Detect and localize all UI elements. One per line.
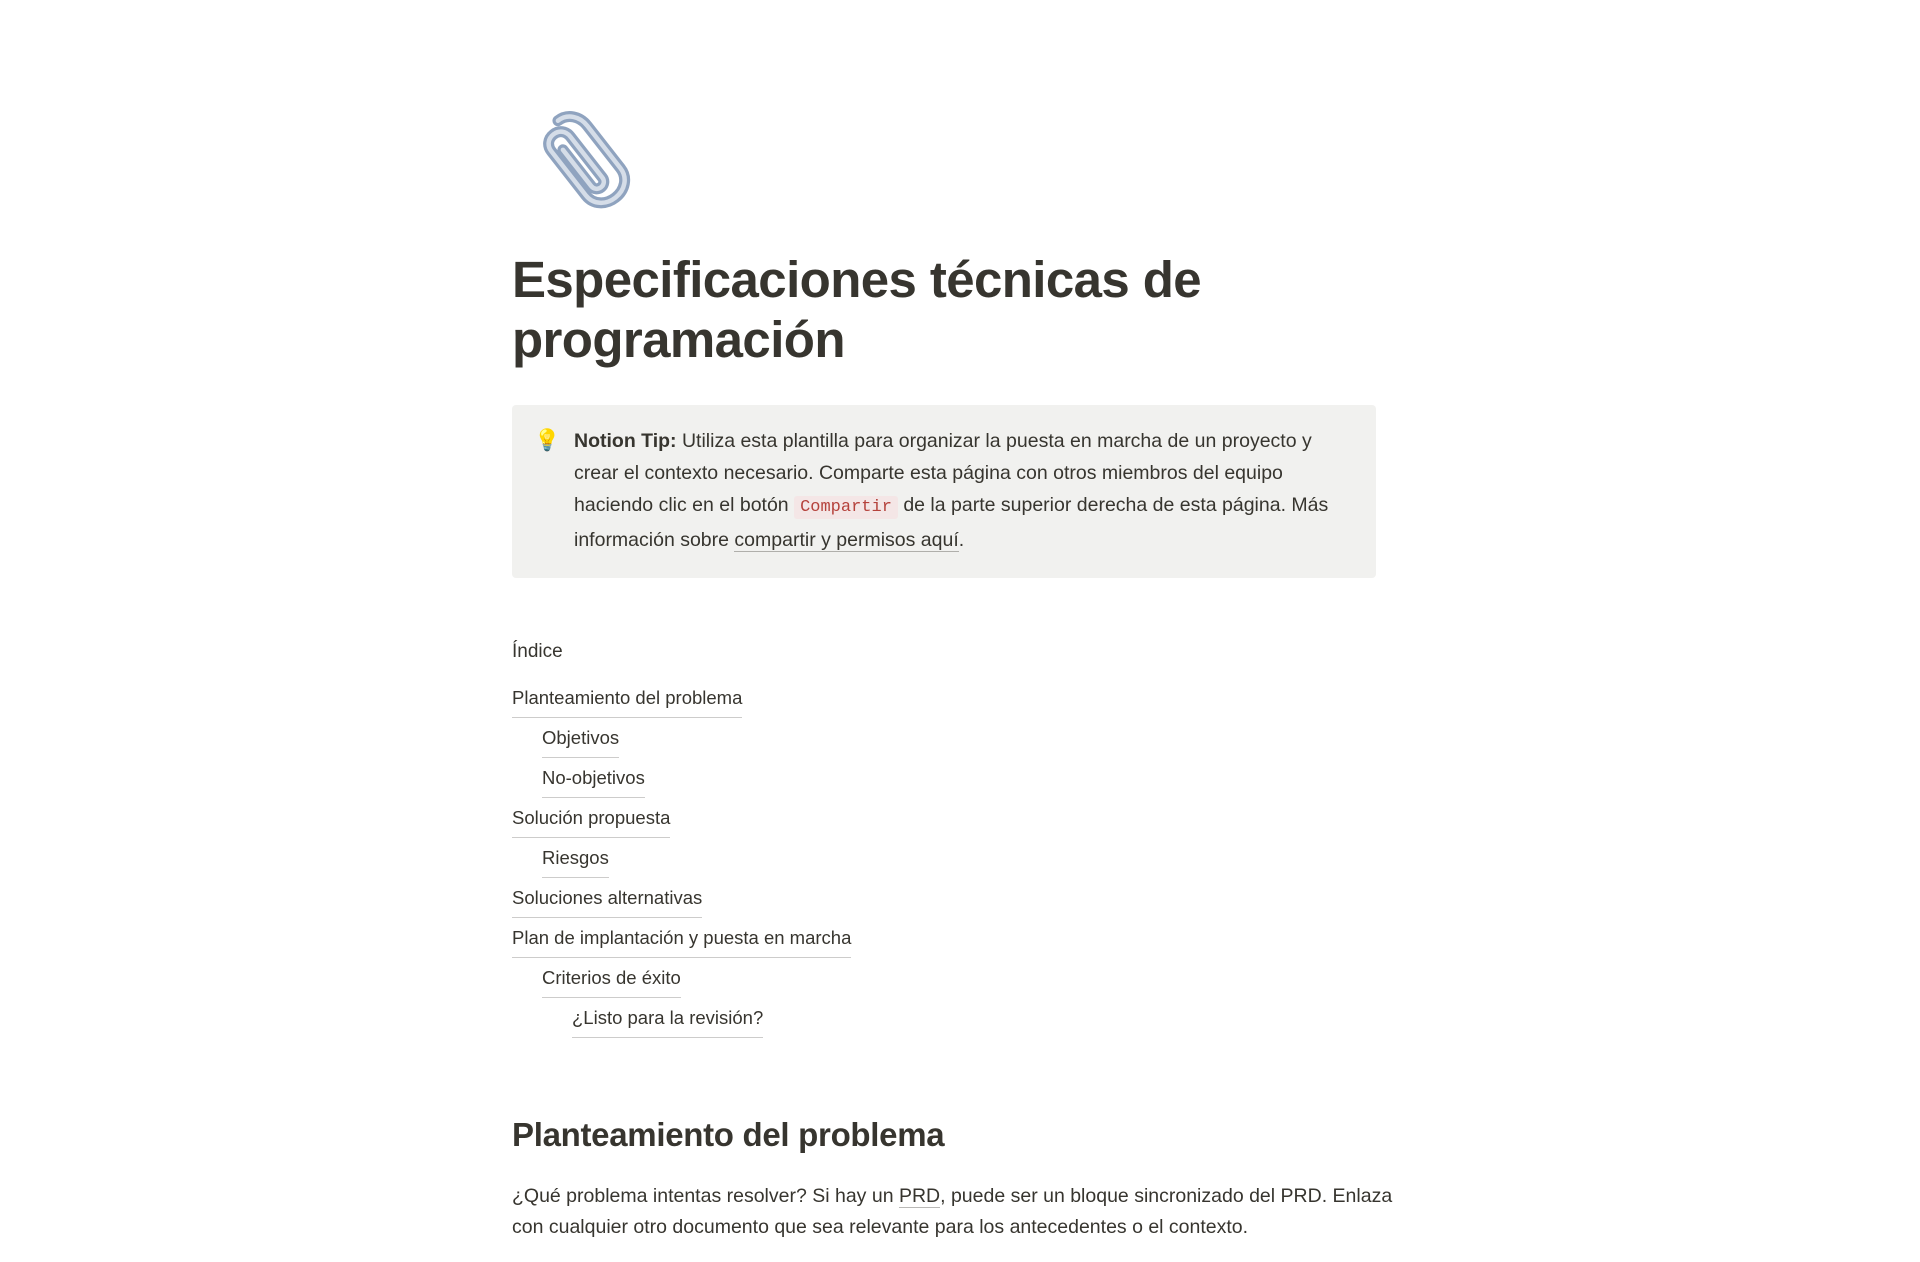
toc-item-soluciones-alternativas[interactable]: Soluciones alternativas <box>512 878 702 918</box>
toc-item-riesgos[interactable]: Riesgos <box>542 838 609 878</box>
section-paragraph <box>512 1181 1412 1243</box>
callout-text-part1: Utiliza esta plantilla para organizar la puesta en marcha de un proyecto y crear el contexto necesario. Comparte esta página con otros miembros del equipo haciendo clic en el botón <box>574 429 1312 516</box>
toc-item-solucion-propuesta[interactable]: Solución propuesta <box>512 798 670 838</box>
callout-text-part2: de la parte superior derecha de esta página. Más información sobre <box>574 493 1329 551</box>
prd-link[interactable]: PRD <box>898 1184 941 1207</box>
toc-item-no-objetivos[interactable]: No-objetivos <box>542 758 645 798</box>
document-content <box>512 0 1420 1262</box>
callout-text-part3: . <box>958 528 965 551</box>
callout-lead: Notion Tip: <box>574 429 677 452</box>
page-title: Especificaciones técnicas de programación <box>512 251 1202 369</box>
callout-tip <box>512 405 1376 578</box>
paragraph-part2: , puede ser un bloque sincronizado del PRD. Enlaza con cualquier otro documento que sea relevante para los antecedentes o el contexto. <box>512 1184 1393 1238</box>
lightbulb-icon: 💡 <box>534 428 561 452</box>
section-heading-planteamiento: Planteamiento del problema <box>512 1115 945 1153</box>
sharing-permissions-link[interactable]: compartir y permisos aquí <box>734 528 959 551</box>
paragraph-part1: ¿Qué problema intentas resolver? Si hay un <box>512 1184 899 1207</box>
share-code-chip: Compartir <box>794 496 898 519</box>
table-of-contents <box>512 638 1420 1038</box>
toc-item-criterios-de-exito[interactable]: Criterios de éxito <box>542 958 681 998</box>
toc-item-listo-para-la-revision[interactable]: ¿Listo para la revisión? <box>572 998 763 1038</box>
paperclip-icon[interactable] <box>514 104 634 224</box>
toc-item-objetivos[interactable]: Objetivos <box>542 718 619 758</box>
toc-item-planteamiento-del-problema[interactable]: Planteamiento del problema <box>512 678 742 718</box>
toc-item-plan-de-implantacion[interactable]: Plan de implantación y puesta en marcha <box>512 918 851 958</box>
toc-title: Índice <box>512 640 563 662</box>
callout-text <box>574 425 1354 556</box>
